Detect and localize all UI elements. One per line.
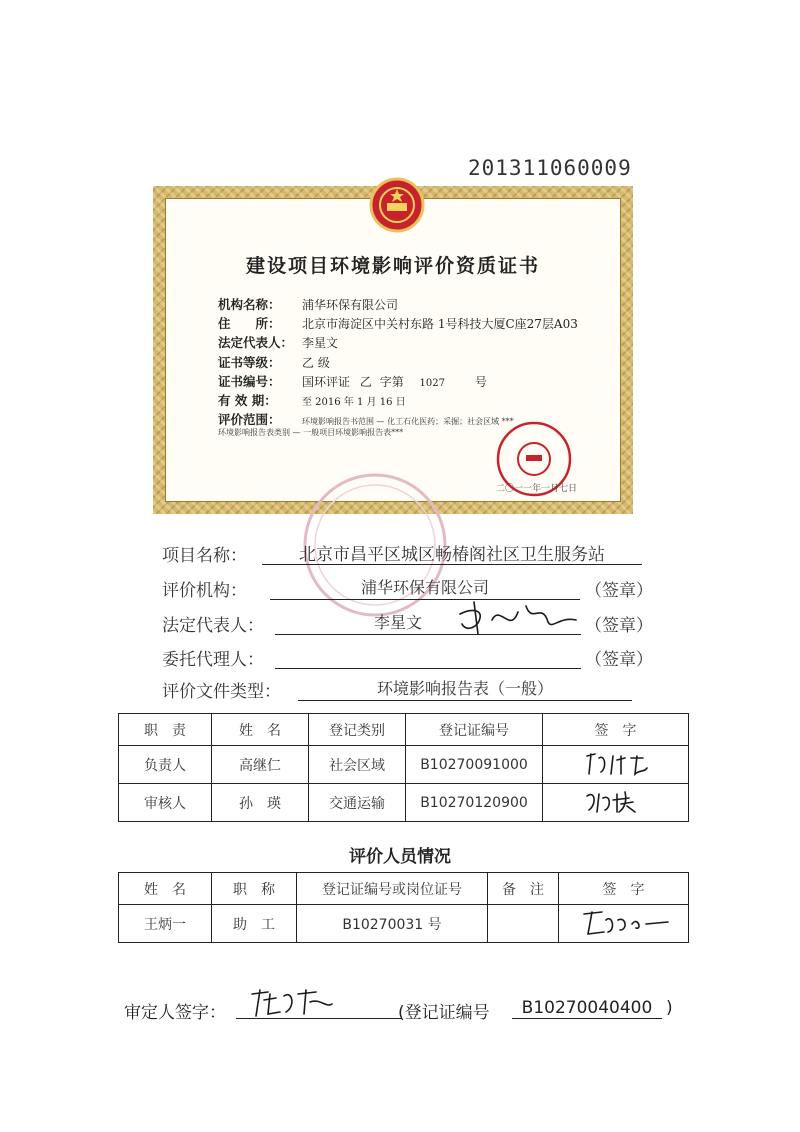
certificate-title: 建设项目环境影响评价资质证书: [245, 255, 540, 277]
column-header: 签 字: [559, 873, 689, 905]
national-emblem-icon: [369, 177, 425, 233]
legal-rep-stamp-note: （签章）: [585, 616, 653, 636]
table-cell: 社会区域: [309, 746, 406, 784]
table-cell: 孙 瑛: [212, 784, 309, 822]
column-header: 登记证编号: [406, 714, 543, 746]
approver-reg-suffix: ): [666, 998, 673, 1018]
doc-type-value: 环境影响报告表（一般）: [298, 676, 632, 701]
handwritten-signature-icon: [576, 906, 672, 938]
table-row: [119, 905, 689, 943]
handwritten-signature-icon: [581, 748, 651, 778]
table-cell: [488, 905, 559, 943]
table-cell: B10270031 号: [297, 905, 488, 943]
signature-cell: [543, 746, 689, 784]
column-header: 职 责: [119, 714, 212, 746]
project-name-value: 北京市昌平区城区畅椿阁社区卫生服务站: [262, 540, 642, 565]
evaluation-staff-table: [118, 872, 689, 943]
table-header-row: [119, 714, 689, 746]
table-cell: 高继仁: [212, 746, 309, 784]
responsible-persons-table: [118, 713, 689, 822]
certificate-inner: [165, 198, 621, 502]
legal-rep-value: 李星文: [275, 610, 581, 635]
cert-grade-row: 证书等级： 乙 级: [218, 355, 330, 370]
table-cell: 审核人: [119, 784, 212, 822]
handwritten-signature-icon: [581, 786, 651, 816]
table-cell: 王炳一: [119, 905, 212, 943]
agent-stamp-note: （签章）: [585, 650, 653, 670]
cert-number-row: 证书编号： 国环评证 乙 字第 1027 号: [218, 374, 487, 389]
table-row: [119, 784, 689, 822]
column-header: 签 字: [543, 714, 689, 746]
approver-reg-number: B10270040400: [512, 998, 662, 1019]
table-cell: B10270120900: [406, 784, 543, 822]
table-cell: 交通运输: [309, 784, 406, 822]
column-header: 职 称: [212, 873, 297, 905]
column-header: 姓 名: [119, 873, 212, 905]
approver-reg-prefix: (登记证编号: [398, 1003, 490, 1023]
cert-scope-row-2: 环境影响报告表类别 — 一般项目环境影响报告表***: [218, 428, 404, 437]
signature-cell: [543, 784, 689, 822]
cert-scope-row: 评价范围： 环境影响报告书范围 — 化工石化医药；采掘；社会区域 ***: [218, 412, 514, 427]
staff-section-title: 评价人员情况: [349, 847, 451, 867]
column-header: 登记类别: [309, 714, 406, 746]
table-cell: 负责人: [119, 746, 212, 784]
cert-address-row: 住 所： 北京市海淀区中关村东路 1号科技大厦C座27层A03: [218, 316, 578, 331]
column-header: 备 注: [488, 873, 559, 905]
table-cell: 助 工: [212, 905, 297, 943]
signature-cell: [559, 905, 689, 943]
certificate-serial-number: 201311060009: [468, 156, 632, 180]
cert-valid-row: 有 效 期： 至 2016 年 1 月 16 日: [218, 393, 406, 408]
column-header: 登记证编号或岗位证号: [297, 873, 488, 905]
agent-label: 委托代理人：: [162, 650, 264, 670]
qualification-certificate: [153, 186, 633, 514]
cert-rep-row: 法定代表人： 李星文: [218, 335, 339, 350]
table-header-row: [119, 873, 689, 905]
eval-org-value: 浦华环保有限公司: [270, 575, 580, 600]
eval-org-label: 评价机构：: [162, 581, 247, 601]
table-cell: B10270091000: [406, 746, 543, 784]
doc-type-label: 评价文件类型：: [162, 682, 281, 702]
project-name-label: 项目名称：: [162, 546, 247, 566]
agent-value: [275, 644, 581, 669]
approver-label: 审定人签字：: [124, 1003, 226, 1023]
legal-rep-signature-icon: [452, 594, 582, 640]
column-header: 姓 名: [212, 714, 309, 746]
approver-signature-icon: [246, 984, 336, 1022]
table-row: [119, 746, 689, 784]
cert-org-row: 机构名称： 浦华环保有限公司: [218, 297, 399, 312]
cert-issue-date: 二〇一一年一月七日: [496, 484, 578, 494]
eval-org-stamp-note: （签章）: [585, 581, 653, 601]
legal-rep-label: 法定代表人：: [162, 616, 264, 636]
